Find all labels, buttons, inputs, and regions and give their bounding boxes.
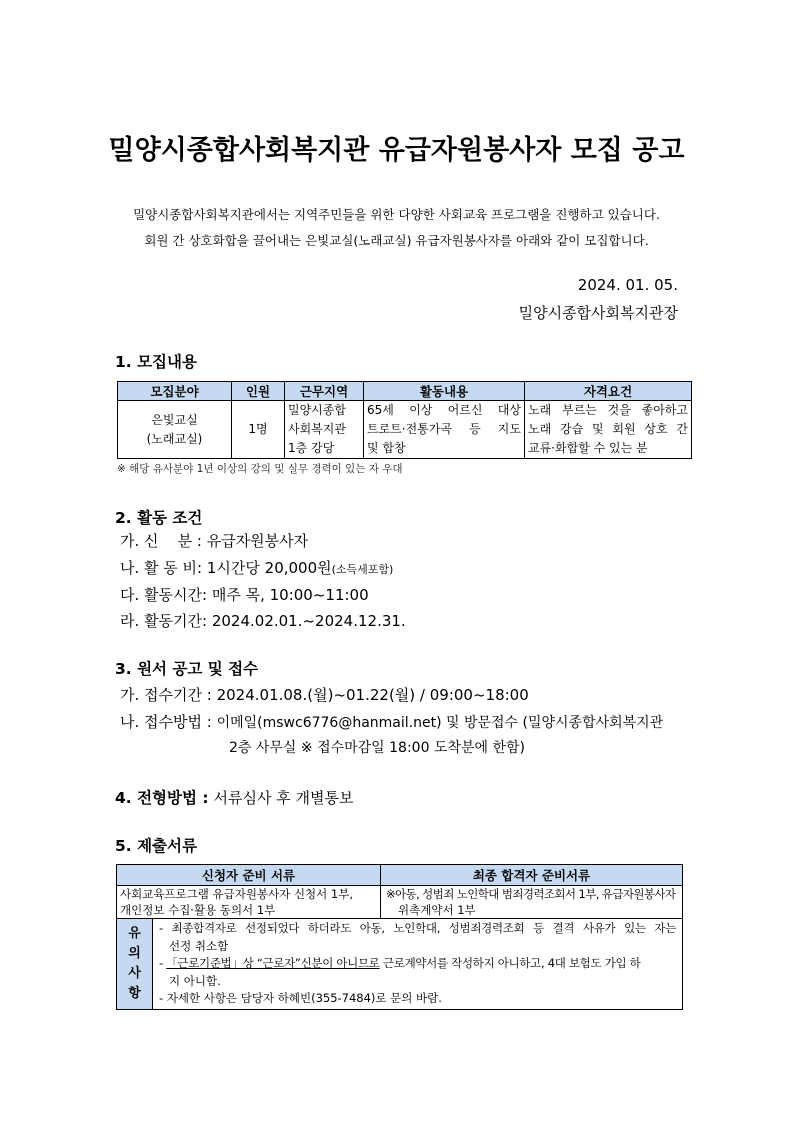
condition-value: 1시간당 20,000원 [206,559,332,577]
caution-item [159,955,676,973]
cell-line: 노래 부르는 것을 좋아하고 [528,403,688,417]
activity-cell [364,401,525,459]
table-row [118,401,692,459]
cell-line: 사회교육프로그램 유급자원봉사자 신청서 1부, [120,887,354,901]
caution-item: - 자세한 사항은 담당자 하혜빈(355-7484)로 문의 바람. [159,991,442,1005]
table-header: 최종 합격자 준비서류 [381,865,683,886]
notice-date: 2024. 01. 05. [577,276,678,294]
issuer: 밀양시종합사회복지관장 [518,304,678,322]
caution-char: 의 [128,945,141,961]
caution-emphasis: 「근로기준법」상 “근로자”신분이 아니므로 [166,956,380,970]
table-header: 모집분야 [118,382,232,401]
application-method-cont: 2층 사무실 ※ 접수마감일 18:00 도착분에 한함) [229,740,526,756]
cell-line: 밀양시종합 [288,403,346,417]
selection-value: 서류심사 후 개별통보 [213,789,354,807]
condition-label: 가. 신 분 : [120,532,202,550]
condition-item [120,557,393,578]
condition-item [120,610,406,631]
table-row [117,886,683,919]
selection-method [115,786,353,808]
table-header: 활동내용 [364,382,525,401]
section-heading: 2. 활동 조건 [115,509,203,527]
cell-line: 사회복지관 [288,422,346,436]
section-heading: 3. 원서 공고 및 접수 [115,660,259,678]
caution-heading [117,919,153,1010]
caution-char: 유 [128,925,141,941]
section-heading: 1. 모집내용 [115,353,197,371]
documents-table [116,864,683,1010]
page-title: 밀양시종합사회복지관 유급자원봉사자 모집 공고 [108,135,685,166]
cell-line: ※아동, 성범죄 노인학대 범죄경력조회서 1부, 유급자원봉사자 [386,887,676,901]
condition-value: 유급자원봉사자 [206,532,309,550]
application-label: 가. 접수기간 : [120,686,212,704]
application-period [120,684,529,705]
cell-line: 65세 이상 어르신 대상 [367,403,521,417]
table-row [117,919,683,1010]
caution-char: 사 [128,965,141,981]
intro-line: 회원 간 상호화합을 끌어내는 은빛교실(노래교실) 유급자원봉사자를 아래와 같이 모집합니다. [144,233,649,248]
section-heading: 5. 제출서류 [115,837,197,855]
field-cell [118,401,232,459]
caution-item: - 최종합격자로 선정되었다 하더라도 아동, 노인학대, 성범죄경력조회 등 결격 사유가 있는 자는 [159,921,677,935]
caution-char: 항 [128,985,141,1001]
condition-item [120,530,308,551]
application-value: 2024.01.08.(월)~01.22(월) / 09:00~18:00 [216,686,529,704]
cell-line: (노래교실) [146,431,203,446]
application-value: 이메일(mswc6776@hanmail.net) 및 방문접수 (밀양시종합사회복지관 [216,715,664,731]
cell-line: 은빛교실 [151,412,198,427]
condition-label: 나. 활 동 비: [120,559,203,577]
table-header: 자격요건 [525,382,692,401]
condition-label: 다. 활동시간: [120,586,208,604]
table-header-row [118,382,692,401]
recruit-table [117,381,692,459]
table-header: 인원 [232,382,285,401]
cell-line: 노래 강습 및 회원 상호 간 [528,422,688,436]
location-cell [285,401,364,459]
table-header-row [117,865,683,886]
cell-line: 위촉계약서 1부 [398,903,476,917]
preference-note: ※ 해당 유사분야 1년 이상의 강의 및 실무 경력이 있는 자 우대 [117,463,403,475]
caution-dash: - [159,956,167,970]
condition-label: 라. 활동기간: [120,612,208,630]
table-header: 근무지역 [285,382,364,401]
condition-value: 2024.02.01.~2024.12.31. [211,612,406,630]
caution-item-cont: 지 아니함. [169,973,221,988]
condition-value: 매주 목, 10:00~11:00 [211,586,369,604]
cell-line: 교류·화합할 수 있는 분 [528,441,648,455]
table-header: 신청자 준비 서류 [117,865,381,886]
application-label: 나. 접수방법 : [120,713,212,731]
qualification-cell [525,401,692,459]
caution-text: 근로계약서를 작성하지 아니하고, 4대 보험도 가입 하 [379,956,641,970]
intro-line: 밀양시종합사회복지관에서는 지역주민들을 위한 다양한 사회교육 프로그램을 진행하고 있습니다. [133,207,660,222]
cell-line: 트로트·전통가곡 등 지도 [367,422,521,436]
final-docs-cell [381,886,683,919]
count-cell: 1명 [232,401,285,459]
cell-line: 개인정보 수집·활용 동의서 1부 [120,903,276,917]
applicant-docs-cell [117,886,381,919]
caution-list [153,919,683,1010]
section-heading: 4. 전형방법 : [115,789,209,807]
application-method [120,711,663,732]
caution-item-cont: 선정 취소함 [169,938,229,953]
condition-item [120,584,369,605]
cell-line: 및 합창 [367,441,406,455]
cell-line: 1층 강당 [288,441,335,455]
condition-extra: (소득세포함) [331,563,394,576]
